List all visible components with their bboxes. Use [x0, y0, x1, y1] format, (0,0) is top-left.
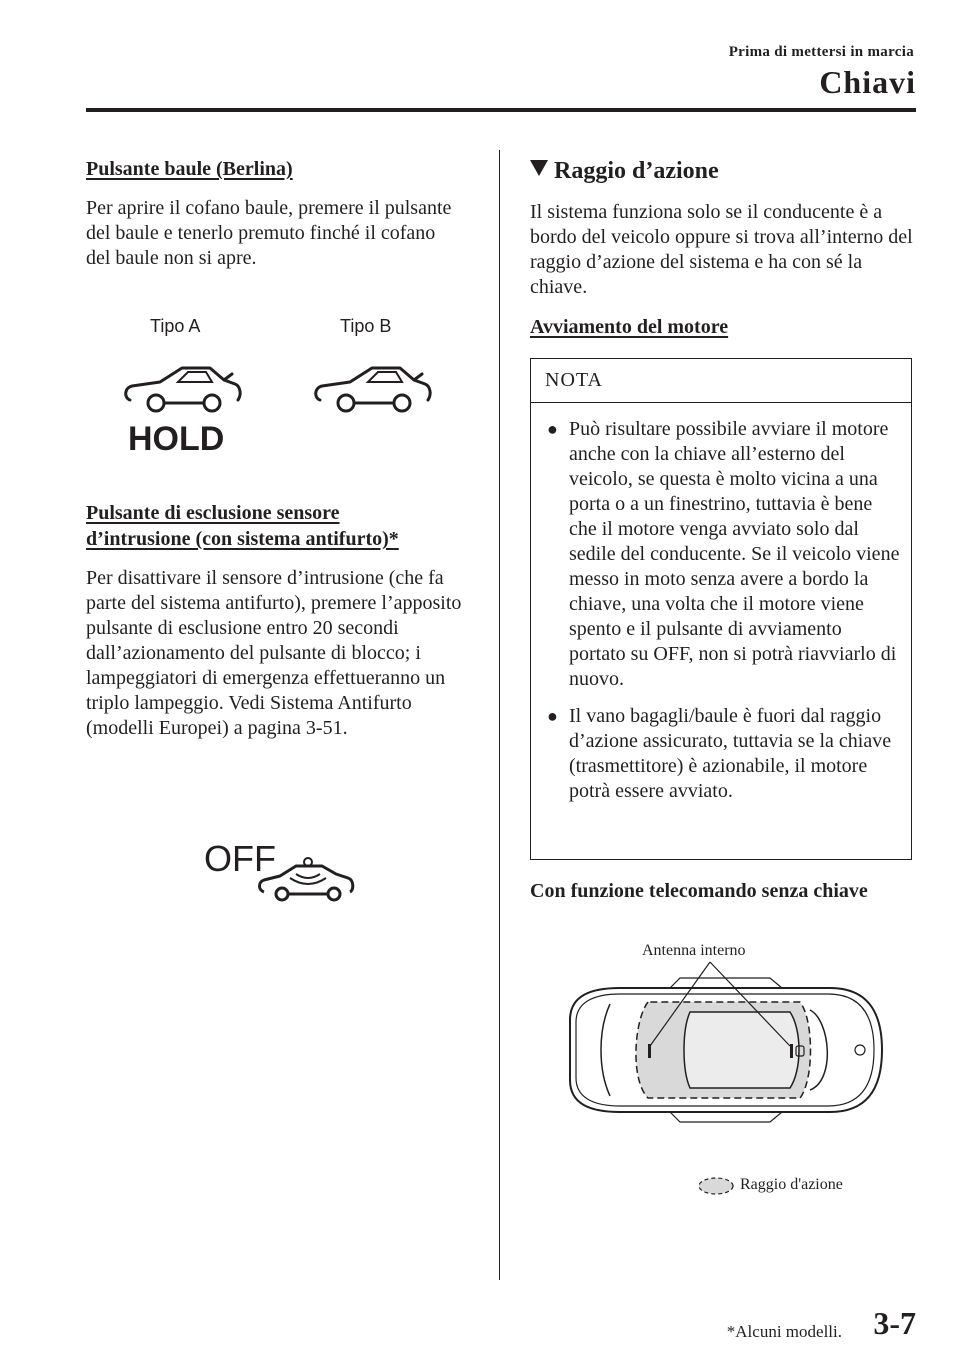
section-subtitle: Prima di mettersi in marcia — [728, 44, 914, 60]
header-rule — [86, 108, 916, 112]
bullet-icon: ● — [547, 419, 558, 439]
trunk-button-text: Per aprire il cofano baule, premere il pulsante del baule e tenerlo premuto finché il cofano del baule non si apre. — [86, 197, 452, 269]
bullet-icon: ● — [547, 706, 558, 726]
trunk-button-heading: Pulsante baule (Berlina) — [86, 158, 293, 180]
engine-start-heading: Avviamento del motore — [530, 316, 729, 338]
range-legend-icon — [697, 1176, 735, 1196]
car-top-view-diagram — [550, 960, 890, 1140]
hold-label: HOLD — [128, 420, 225, 458]
operating-range-heading: Raggio d’azione — [530, 158, 719, 185]
section-title: Chiavi — [819, 64, 916, 100]
operating-range-text: Il sistema funziona solo se il conducente è a bordo del veicolo oppure si trova all’interno del raggio d’azione del sistema e ha con sé la chiave. — [530, 201, 913, 298]
triangle-bullet-icon — [530, 160, 548, 176]
trunk-car-icon-type-b — [310, 358, 440, 418]
antenna-label: Antenna interno — [642, 942, 746, 959]
page-number: 3-7 — [873, 1305, 916, 1341]
intrusion-sensor-heading-line1: Pulsante di esclusione sensore — [86, 502, 340, 524]
type-b-label: Tipo B — [340, 316, 392, 336]
off-label: OFF — [204, 838, 276, 879]
column-divider — [499, 150, 500, 1280]
note-item: ● Il vano bagagli/baule è fuori dal raggio d’azione assicurato, tuttavia se la chiave (trasmettitore) è azionabile, il motore potrà essere avviato. — [547, 705, 892, 802]
keyless-heading: Con funzione telecomando senza chiave — [530, 880, 868, 902]
note-title: NOTA — [531, 359, 911, 403]
note-box — [530, 358, 912, 860]
trunk-car-icon-type-a — [120, 358, 250, 418]
note-list — [531, 403, 911, 804]
intrusion-sensor-off-icon — [252, 852, 362, 912]
range-legend-label: Raggio d'azione — [740, 1176, 843, 1193]
note-item: ● Può risultare possibile avviare il motore anche con la chiave all’esterno del veicolo, se questa è molto vicina a una porta o a un finestrino, tuttavia è bene che il motore venga avviato solo dal sedile del conducente. Se il veicolo viene messo in moto senza avere a bordo la chiave, una volta che il motore viene spento e il pulsante di avviamento portato su OFF, non si potrà riavviarlo di nuovo. — [547, 418, 900, 690]
intrusion-sensor-heading-line2: d’intrusione (con sistema antifurto)* — [86, 528, 399, 550]
intrusion-sensor-text: Per disattivare il sensore d’intrusione (che fa parte del sistema antifurto), premere l’apposito pulsante di esclusione entro 20 secondi dall’azionamento del pulsante di blocco; i lampeggiatori di emergenza effettueranno un triplo lampeggio. Vedi Sistema Antifurto (modelli Europei) a pagina 3-51. — [86, 567, 462, 739]
footnote: *Alcuni modelli. — [726, 1322, 842, 1341]
type-a-label: Tipo A — [150, 316, 201, 336]
